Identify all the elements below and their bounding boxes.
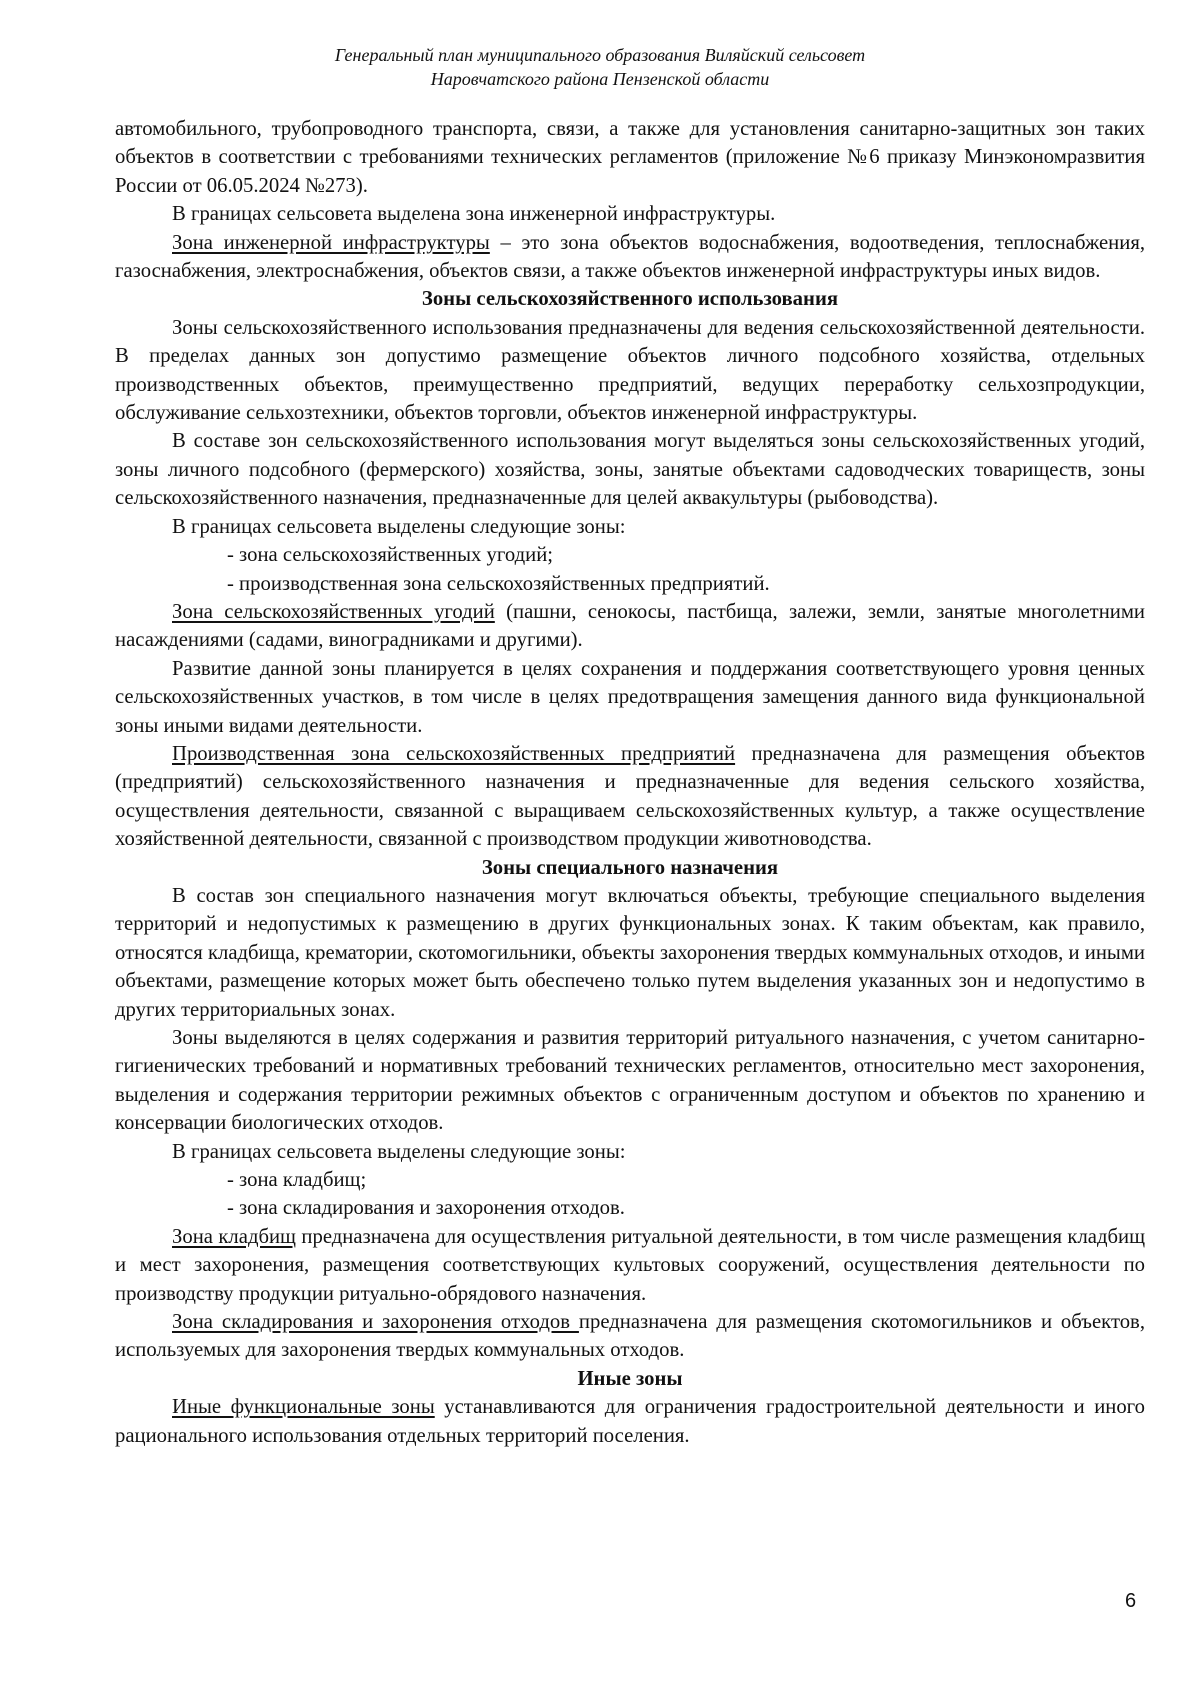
paragraph-text: предназначена для размещения объектов (предприятий) сельскохозяйственного назначения и предназначенные для ведения сельского хозяйства, осуществления деятельности, связанной с выращиваем сельскохозяйственных культур, а также осуществление хозяйственной деятельности, связанной с производством продукции животноводства. (115, 742, 1145, 851)
section-heading: Зоны специального назначения (481, 856, 779, 879)
paragraph (115, 1308, 1145, 1365)
paragraph (115, 229, 1145, 286)
paragraph (115, 740, 1145, 854)
zone-term: Зона инженерной инфраструктуры (172, 231, 490, 254)
list-item: - зона складирования и захоронения отходов. (227, 1197, 625, 1220)
zone-term: Иные функциональные зоны (172, 1396, 435, 1419)
paragraph: В границах сельсовета выделены следующие зоны: (172, 515, 626, 538)
document-header (0, 43, 1200, 91)
paragraph: Зоны сельскохозяйственного использования предназначены для ведения сельскохозяйственной деятельности. В пределах данных зон допустимо размещение объектов личного подсобного хозяйства, отдельных производственных объектов, преимущественно предприятий, ведущих переработку сельхозпродукции, обслуживание сельхозтехники, объектов торговли, объектов инженерной инфраструктуры. (115, 316, 1145, 425)
paragraph: В составе зон сельскохозяйственного использования могут выделяться зоны сельскохозяйственных угодий, зоны личного подсобного (фермерского) хозяйства, зоны, занятые объектами садоводческих товариществ, зоны сельскохозяйственного назначения, предназначенные для целей аквакультуры (рыбоводства). (115, 430, 1145, 510)
section-heading: Иные зоны (577, 1367, 683, 1390)
list-item: - зона кладбищ; (227, 1169, 367, 1192)
page-number: 6 (1125, 1590, 1137, 1612)
paragraph: В границах сельсовета выделены следующие зоны: (172, 1140, 626, 1163)
paragraph-text: устанавливаются для ограничения градостроительной деятельности и иного рационального использования отдельных территорий поселения. (115, 1396, 1145, 1447)
paragraph: В границах сельсовета выделена зона инженерной инфраструктуры. (172, 203, 776, 226)
paragraph-text: предназначена для осуществления ритуальной деятельности, в том числе размещения кладбищ и мест захоронения, размещения соответствующих культовых сооружений, осуществления деятельности по производству продукции ритуально-обрядового назначения. (115, 1225, 1145, 1305)
paragraph: Развитие данной зоны планируется в целях сохранения и поддержания соответствующего уровня ценных сельскохозяйственных участков, в том числе в целях предотвращения замещения данного вида функциональной зоны иными видами деятельности. (115, 657, 1145, 737)
paragraph: В состав зон специального назначения могут включаться объекты, требующие специального выделения территорий и недопустимых к размещению в других функциональных зонах. К таким объектам, как правило, относятся кладбища, крематории, скотомогильники, объекты захоронения твердых коммунальных отходов, и иными объектами, размещение которых может быть обеспечено только путем выделения указанных зон и недопустимо в других территориальных зонах. (115, 884, 1145, 1021)
paragraph (115, 598, 1145, 655)
zone-term: Зона сельскохозяйственных угодий (172, 600, 495, 623)
paragraph-text: (пашни, сенокосы, пастбища, залежи, земли, занятые многолетними насаждениями (садами, виноградниками и другими). (115, 600, 1145, 652)
section-heading: Зоны сельскохозяйственного использования (421, 288, 839, 311)
paragraph-text: предназначена для размещения скотомогильников и объектов, используемых для захоронения твердых коммунальных отходов. (115, 1311, 1145, 1362)
header-line-2: Наровчатского района Пензенской области (430, 69, 770, 89)
list-item: - производственная зона сельскохозяйственных предприятий. (227, 572, 770, 595)
zone-term: Зона складирования и захоронения отходов (172, 1311, 579, 1334)
paragraph (115, 1393, 1145, 1450)
zone-term: Зона кладбищ (172, 1225, 296, 1248)
paragraph-text: – это зона объектов водоснабжения, водоотведения, теплоснабжения, газоснабжения, электроснабжения, объектов связи, а также объектов инженерной инфраструктуры иных видов. (115, 231, 1146, 283)
paragraph: автомобильного, трубопроводного транспорта, связи, а также для установления санитарно-защитных зон таких объектов в соответствии с требованиями технических регламентов (приложение №6 приказу Минэкономразвития России от 06.05.2024 №273). (115, 118, 1145, 197)
zone-term: Производственная зона сельскохозяйственных предприятий (172, 742, 736, 765)
paragraph: Зоны выделяются в целях содержания и развития территорий ритуального назначения, с учетом санитарно-гигиенических требований и нормативных требований технических регламентов, относительно мест захоронения, выделения и содержания территории режимных объектов с ограниченным доступом и объектов по хранению и консервации биологических отходов. (115, 1027, 1145, 1135)
document-body (115, 115, 1145, 1450)
list-item: - зона сельскохозяйственных угодий; (227, 544, 554, 567)
header-line-1: Генеральный план муниципального образования Виляйский сельсовет (334, 45, 866, 65)
paragraph (115, 1223, 1145, 1308)
